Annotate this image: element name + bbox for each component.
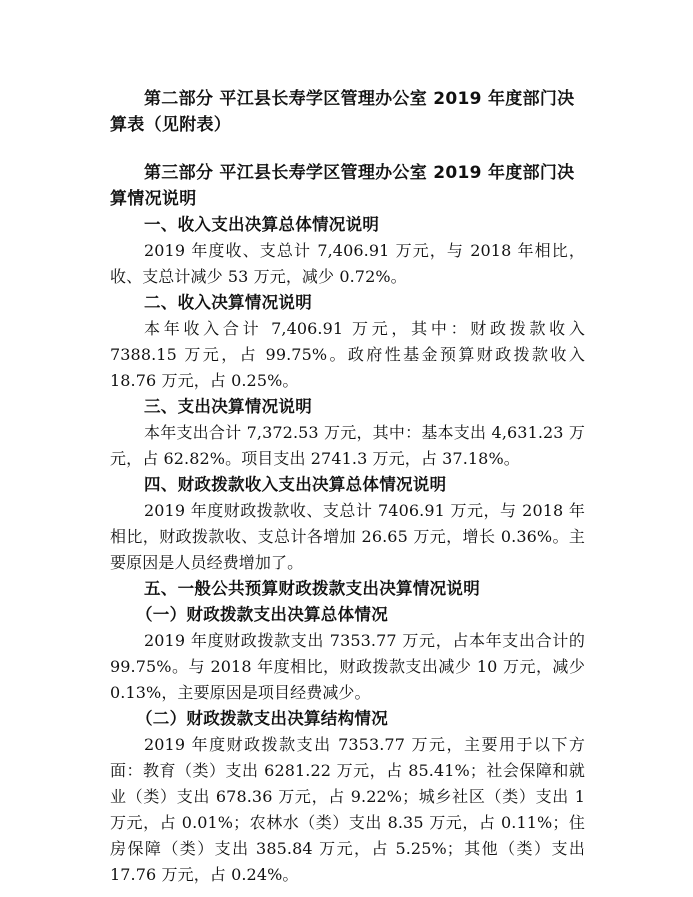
subsection-text-1: 2019 年度财政拨款支出 7353.77 万元，占本年支出合计的 99.75%。与 2018 年度相比，财政拨款支出减少 10 万元，减少 0.13%，主要原因是项目经费减少。 — [110, 631, 585, 702]
subsection-heading-2: （二）财政拨款支出决算结构情况 — [136, 709, 388, 728]
part2-title: 第二部分 平江县长寿学区管理办公室 2019 年度部门决算表（见附表） — [110, 89, 575, 135]
section-text-2: 本年收入合计 7,406.91 万元，其中：财政拨款收入 7388.15 万元，占 99.75%。政府性基金预算财政拨款收入 18.76 万元，占 0.25%。 — [110, 319, 585, 390]
section-heading-4: 四、财政拨款收入支出决算总体情况说明 — [144, 475, 447, 494]
section-heading-5: 五、一般公共预算财政拨款支出决算情况说明 — [144, 579, 480, 598]
part3-title: 第三部分 平江县长寿学区管理办公室 2019 年度部门决算情况说明 — [110, 163, 575, 209]
section-heading-3: 三、支出决算情况说明 — [144, 397, 312, 416]
section-heading-1: 一、收入支出决算总体情况说明 — [144, 215, 380, 234]
section-text-1: 2019 年度收、支总计 7,406.91 万元，与 2018 年相比，收、支总计减少 53 万元，减少 0.72%。 — [110, 241, 585, 286]
subsection-heading-1: （一）财政拨款支出决算总体情况 — [136, 605, 388, 624]
subsection-text-2: 2019 年度财政拨款支出 7353.77 万元，主要用于以下方面：教育（类）支出 6281.22 万元，占 85.41%；社会保障和就业（类）支出 678.36 万元，占 9.22%；城乡社区（类）支出 1 万元，占 0.01%；农林水（类）支出 8.35 万元，占 0.11%；住房保障（类）支出 385.84 万元，占 5.25%；其他（类）支出 17.76 万元，占 0.24%。 — [110, 735, 585, 884]
section-text-3: 本年支出合计 7,372.53 万元，其中：基本支出 4,631.23 万元，占 62.82%。项目支出 2741.3 万元，占 37.18%。 — [110, 423, 585, 468]
section-heading-2: 二、收入决算情况说明 — [144, 293, 312, 312]
section-text-4: 2019 年度财政拨款收、支总计 7406.91 万元，与 2018 年相比，财政拨款收、支总计各增加 26.65 万元，增长 0.36%。主要原因是人员经费增加了。 — [110, 501, 585, 572]
